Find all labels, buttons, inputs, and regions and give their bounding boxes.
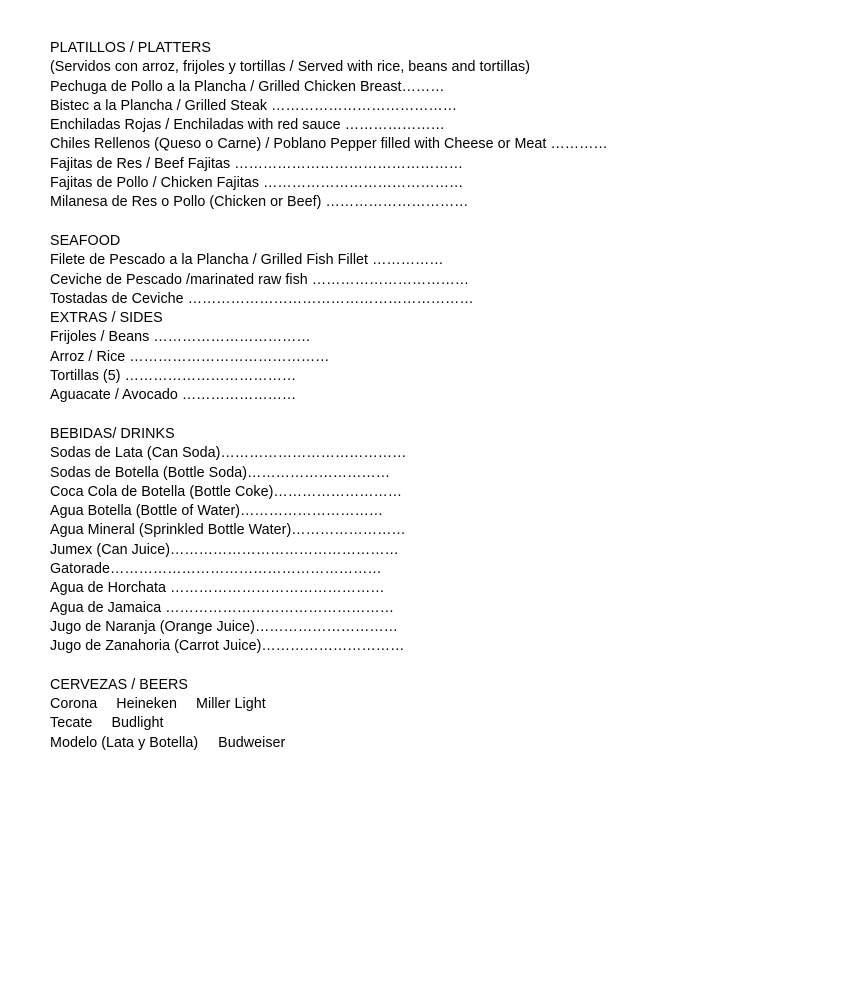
drinks-heading: BEBIDAS/ DRINKS: [50, 425, 175, 442]
dot-leader: ………………………………………: [170, 580, 385, 597]
menu-item-name: Gatorade: [50, 561, 111, 578]
menu-item-name: Filete de Pescado a la Plancha / Grilled Fish Fillet: [50, 252, 373, 269]
dot-leader: ………: [401, 78, 445, 95]
beers-heading: CERVEZAS / BEERS: [50, 676, 188, 693]
dot-leader: ……………………: [291, 522, 406, 539]
seafood-section: [50, 232, 830, 309]
beer-name: Miller Light: [196, 696, 266, 713]
menu-item: [50, 599, 830, 618]
menu-item-name: Jugo de Zanahoria (Carrot Juice): [50, 638, 262, 655]
menu-item: [50, 483, 830, 502]
menu-item-name: Chiles Rellenos (Queso o Carne) / Poblano Pepper filled with Cheese or Meat: [50, 136, 551, 153]
dot-leader: …………………………: [254, 618, 398, 635]
menu-item: [50, 97, 830, 116]
dot-leader: …………………………………………: [165, 599, 394, 616]
menu-item: [50, 251, 830, 270]
menu-item: [50, 579, 830, 598]
menu-item: [50, 464, 830, 483]
dot-leader: …………………………………………: [170, 541, 399, 558]
menu-item: [50, 135, 830, 154]
dot-leader: …………………………: [261, 638, 405, 655]
menu-item-name: Jumex (Can Juice): [50, 541, 171, 558]
dot-leader: ……………………………………………………: [187, 290, 474, 307]
beer-name: Budlight: [111, 715, 164, 732]
menu-item-name: Bistec a la Plancha / Grilled Steak: [50, 97, 272, 114]
beer-row: [50, 714, 830, 733]
menu-item: [50, 193, 830, 212]
seafood-heading: SEAFOOD: [50, 232, 121, 249]
menu-item: [50, 560, 830, 579]
menu-item-name: Milanesa de Res o Pollo (Chicken or Beef): [50, 194, 326, 211]
dot-leader: …………………………: [247, 464, 390, 481]
beer-row: [50, 695, 830, 714]
dot-leader: ……………………………………: [129, 348, 330, 365]
menu-item-name: Jugo de Naranja (Orange Juice): [50, 618, 255, 635]
menu-item-name: Coca Cola de Botella (Bottle Coke): [50, 483, 274, 500]
menu-item: [50, 155, 830, 174]
dot-leader: …………………………………: [271, 97, 457, 114]
section-spacer: [50, 406, 830, 425]
menu-item-name: Arroz / Rice: [50, 348, 130, 365]
menu-item-name: Ceviche de Pescado /marinated raw fish: [50, 271, 312, 288]
menu-item-name: Aguacate / Avocado: [50, 387, 182, 404]
drinks-section: [50, 425, 830, 657]
platters-heading: PLATILLOS / PLATTERS: [50, 40, 211, 56]
menu-item: [50, 367, 830, 386]
menu-item-name: Pechuga de Pollo a la Plancha / Grilled Chicken Breast: [50, 78, 402, 95]
menu-item: [50, 116, 830, 135]
beer-name: Tecate: [50, 715, 93, 732]
menu-item-name: Agua Botella (Bottle of Water): [50, 503, 241, 520]
menu-item: [50, 174, 830, 193]
extras-section: [50, 309, 830, 405]
menu-item-name: Agua de Horchata: [50, 580, 171, 597]
menu-item: [50, 541, 830, 560]
dot-leader: ……………: [372, 252, 444, 269]
dot-leader: ………………………: [273, 483, 403, 500]
dot-leader: …………………………………: [220, 445, 407, 462]
dot-leader: ……………………………: [311, 271, 470, 288]
beer-name: Modelo (Lata y Botella): [50, 734, 199, 751]
dot-leader: ……………………………………: [263, 175, 464, 192]
dot-leader: ……………………: [181, 387, 297, 404]
beers-section: [50, 676, 830, 753]
menu-item: [50, 637, 830, 656]
menu-item-name: Agua de Jamaica: [50, 599, 166, 616]
menu-item: [50, 78, 830, 97]
dot-leader: …………………: [344, 117, 445, 134]
menu-item-name: Sodas de Lata (Can Soda): [50, 445, 221, 462]
menu-item: [50, 348, 830, 367]
menu-item-name: Sodas de Botella (Bottle Soda): [50, 464, 248, 481]
section-spacer: [50, 657, 830, 676]
section-spacer: [50, 213, 830, 232]
beer-name: Heineken: [116, 696, 178, 713]
menu-item-name: Fajitas de Pollo / Chicken Fajitas: [50, 175, 264, 192]
beer-name: Corona: [50, 696, 98, 713]
platters-section: [50, 39, 830, 213]
menu-item-name: Tostadas de Ceviche: [50, 290, 188, 307]
dot-leader: …………………………………………: [234, 155, 464, 172]
menu-item: [50, 521, 830, 540]
menu-item: [50, 618, 830, 637]
dot-leader: …………: [550, 136, 608, 153]
menu-item-name: Tortillas (5): [50, 368, 125, 385]
extras-heading: EXTRAS / SIDES: [50, 310, 163, 327]
dot-leader: ………………………………: [124, 368, 297, 385]
menu-item: [50, 328, 830, 347]
menu-item-name: Enchiladas Rojas / Enchiladas with red sauce: [50, 117, 345, 134]
menu-item: [50, 271, 830, 290]
dot-leader: …………………………: [325, 194, 469, 211]
menu-item: [50, 290, 830, 309]
menu-item: [50, 386, 830, 405]
menu-item-name: Agua Mineral (Sprinkled Bottle Water): [50, 522, 292, 539]
menu-item: [50, 502, 830, 521]
beer-name: Budweiser: [218, 734, 286, 751]
dot-leader: …………………………………………………: [110, 561, 382, 578]
dot-leader: ……………………………: [153, 329, 311, 346]
menu-item-name: Fajitas de Res / Beef Fajitas: [50, 155, 235, 172]
menu-item-name: Frijoles / Beans: [50, 329, 154, 346]
beer-row: [50, 734, 830, 753]
menu-document: [50, 39, 830, 753]
menu-item: [50, 444, 830, 463]
platters-note: (Servidos con arroz, frijoles y tortillas / Served with rice, beans and tortillas): [50, 59, 531, 76]
dot-leader: …………………………: [240, 503, 384, 520]
